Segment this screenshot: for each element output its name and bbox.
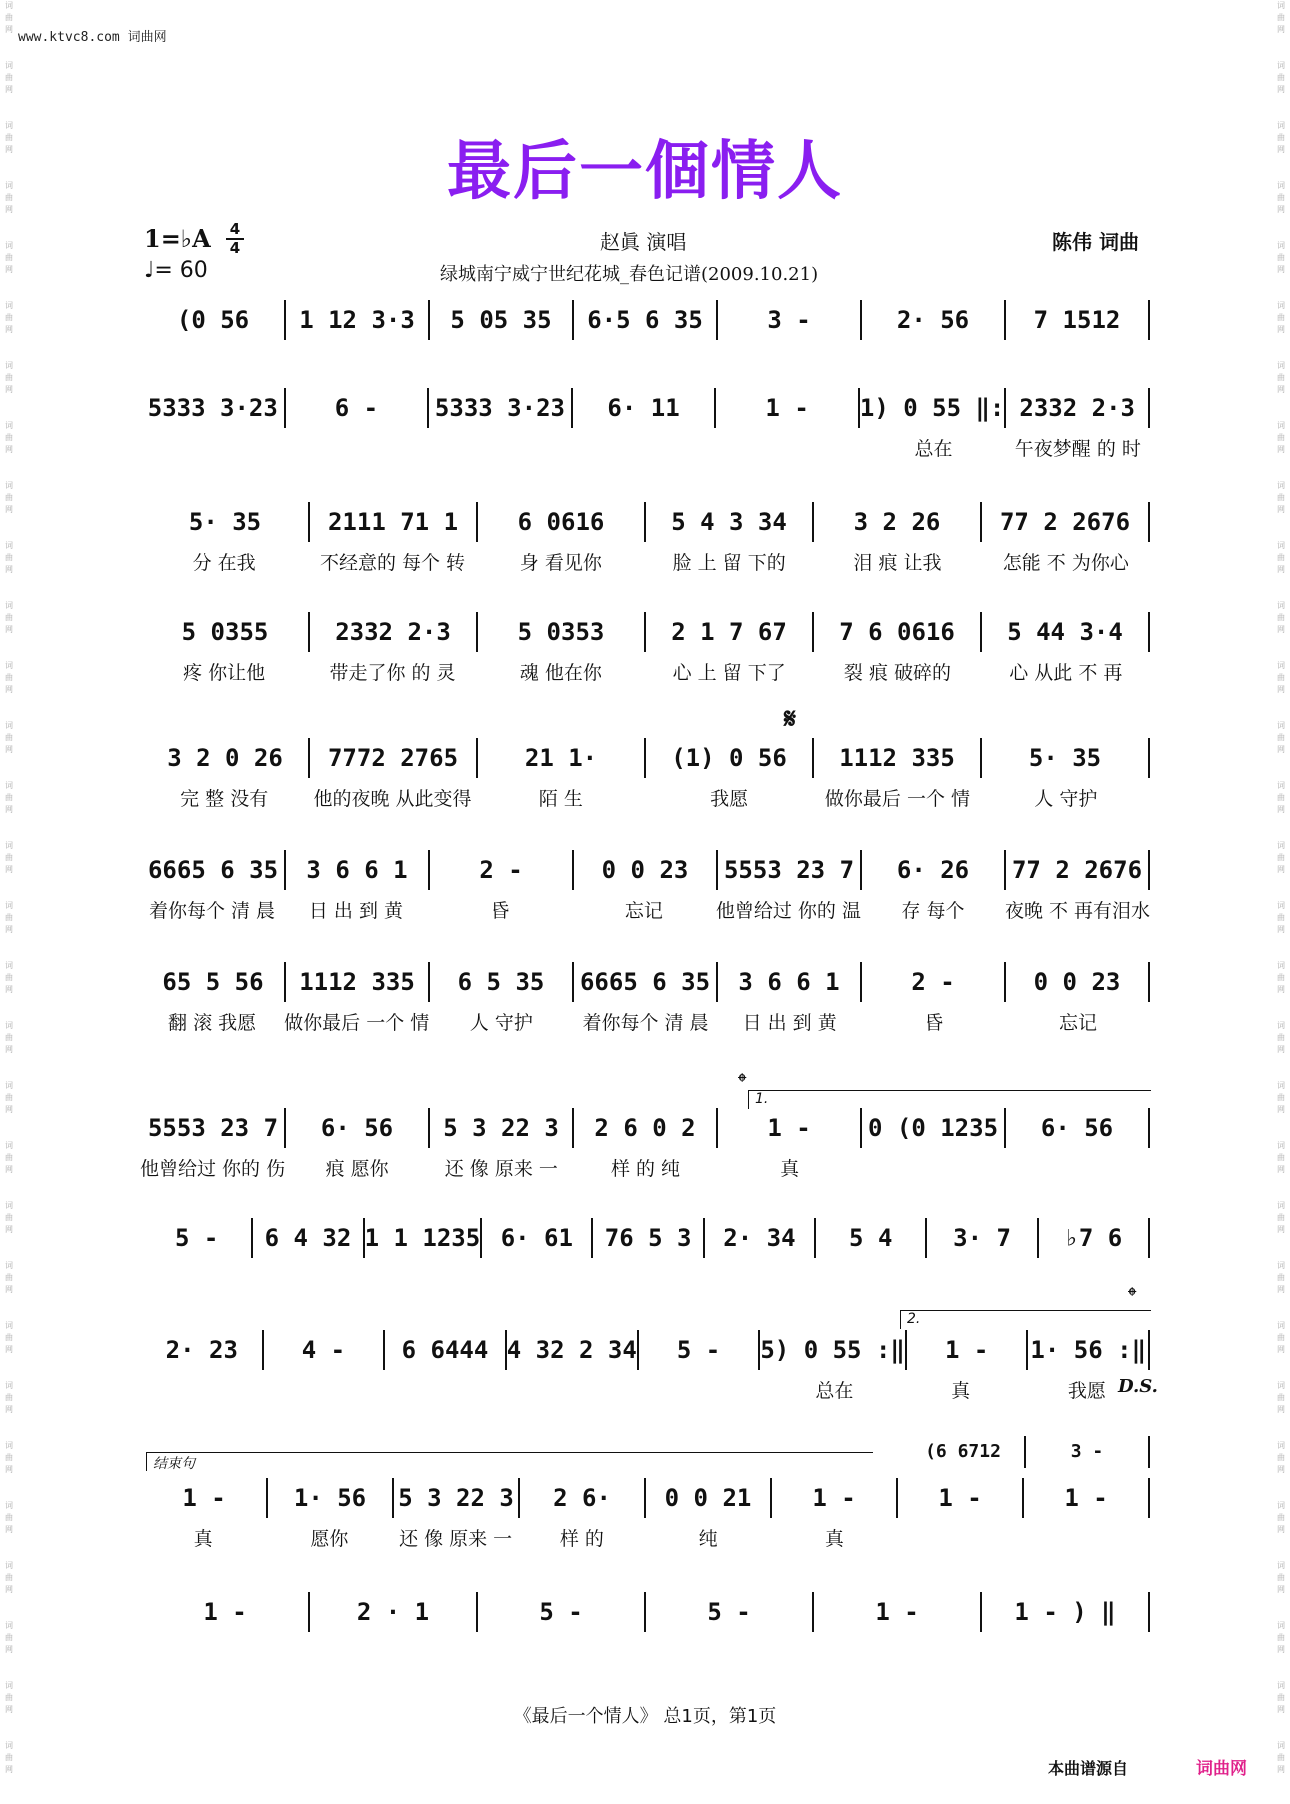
lyric	[862, 1154, 1006, 1182]
lyric: 午夜梦醒 的 时	[1014, 438, 1141, 460]
watermark-text: 词 曲 网	[1277, 1441, 1285, 1474]
lyric	[393, 1376, 519, 1404]
measure: 7 6 0616	[814, 612, 982, 652]
watermark-text: 词 曲 网	[5, 1261, 13, 1294]
watermark-text: 词 曲 网	[1277, 121, 1285, 154]
watermark-text: 词 曲 网	[5, 1441, 13, 1474]
watermark-text: 词 曲 网	[1277, 1201, 1285, 1234]
time-signature	[226, 222, 244, 256]
tempo-marking: ♩= 60	[144, 258, 208, 283]
measure: 2111 71 1	[310, 502, 478, 542]
lyric: 昏	[490, 900, 510, 922]
measure: 5 05 35	[430, 300, 574, 340]
lyric	[1006, 1154, 1150, 1182]
lyric: 不经意的 每个 转	[319, 552, 466, 574]
score-line	[140, 612, 1150, 686]
lyric: 怎能 不 为你心	[1002, 552, 1129, 574]
measure: 2· 34	[705, 1218, 816, 1258]
score-line	[140, 962, 1150, 1036]
lyric	[519, 1376, 645, 1404]
notes-row	[140, 1108, 1150, 1148]
lyric	[573, 434, 717, 462]
lyric: 我愿	[710, 788, 749, 810]
measure: 21 1·	[478, 738, 646, 778]
measure: 5 3 22 3	[394, 1478, 520, 1518]
notes-row	[140, 502, 1150, 542]
watermark-text: 词 曲 网	[1277, 1501, 1285, 1534]
watermark-text: 词 曲 网	[5, 1081, 13, 1114]
measure: 6 -	[286, 388, 430, 428]
watermark-text: 词 曲 网	[5, 481, 13, 514]
measure: 1) 0 55 ‖:	[860, 388, 1007, 428]
measure: 1 12 3·3	[286, 300, 430, 340]
lyric: 样 的	[559, 1528, 604, 1550]
watermark-text: 词 曲 网	[1277, 1381, 1285, 1414]
measure: 3 6 6 1	[286, 850, 430, 890]
notes-row	[900, 1436, 1150, 1468]
lyric: 脸 上 留 下的	[672, 552, 786, 574]
lyric: 人 守护	[1034, 788, 1098, 810]
watermark-text: 词 曲 网	[1277, 541, 1285, 574]
lyric: 我愿	[1067, 1380, 1106, 1402]
watermark-text: 词 曲 网	[5, 1021, 13, 1054]
lyric: 总在	[914, 438, 953, 460]
segno-mark: 𝄋	[784, 702, 797, 735]
measure: 3 6 6 1	[718, 962, 862, 1002]
lyric	[898, 1524, 1024, 1552]
score-line	[140, 850, 1150, 924]
score-line	[140, 1330, 1150, 1404]
lyrics-row	[140, 1154, 1150, 1182]
final-phrase-bracket	[146, 1452, 873, 1471]
measure: 0 (0 1235	[862, 1108, 1006, 1148]
measure: 6· 61	[482, 1218, 593, 1258]
watermark-text: 词 曲 网	[1277, 1321, 1285, 1354]
lyric	[717, 434, 861, 462]
lyric	[1024, 1524, 1150, 1552]
measure: 5 3 22 3	[430, 1108, 574, 1148]
lyrics-row	[140, 1524, 1150, 1552]
lyric: 人 守护	[469, 1012, 533, 1034]
measure: 1 -	[716, 388, 860, 428]
watermark-text: 词 曲 网	[1277, 1081, 1285, 1114]
lyric: 日 出 到 黄	[308, 900, 404, 922]
measure: 5 44 3·4	[982, 612, 1150, 652]
lyric	[429, 434, 573, 462]
measure: 76 5 3	[593, 1218, 704, 1258]
lyric	[266, 1376, 392, 1404]
lyric: 真	[824, 1528, 844, 1550]
measure: 3 2 26	[814, 502, 982, 542]
dal-segno: D.S.	[1118, 1376, 1158, 1397]
lyric: 真	[780, 1158, 800, 1180]
measure: 5 4 3 34	[646, 502, 814, 542]
lyric: 着你每个 清 晨	[582, 1012, 709, 1034]
watermark-text: 词 曲 网	[1277, 1261, 1285, 1294]
measure: 1· 56 :‖	[1028, 1330, 1150, 1370]
measure: 2· 56	[862, 300, 1006, 340]
alternate-melody-line	[900, 1436, 1150, 1468]
measure: 77 2 2676	[982, 502, 1150, 542]
watermark-text: 词 曲 网	[5, 1681, 13, 1714]
measure: 6 6444	[385, 1330, 507, 1370]
measure: 0 0 23	[574, 850, 718, 890]
watermark-text: 词 曲 网	[1277, 241, 1285, 274]
measure: 4 32 2 34	[507, 1330, 639, 1370]
watermark-text: 词 曲 网	[5, 61, 13, 94]
lyric: 还 像 原来 一	[444, 1158, 558, 1180]
watermark-text: 词 曲 网	[1277, 841, 1285, 874]
lyric: 心 上 留 下了	[672, 662, 786, 684]
measure: 3 2 0 26	[142, 738, 310, 778]
measure: 6·5 6 35	[574, 300, 718, 340]
credit-label: 本曲谱源自	[1048, 1759, 1129, 1778]
score-line	[140, 738, 1150, 812]
score-line	[140, 1478, 1150, 1552]
lyric: 样 的 纯	[610, 1158, 681, 1180]
measure: 5· 35	[142, 502, 310, 542]
lyric: 痕 愿你	[325, 1158, 389, 1180]
watermark-text: 词 曲 网	[5, 1621, 13, 1654]
measure: 0 0 21	[646, 1478, 772, 1518]
lyric: 真	[951, 1380, 971, 1402]
measure: 1 -	[898, 1478, 1024, 1518]
lyric: 疼 你让他	[183, 662, 266, 684]
lyrics-row	[140, 548, 1150, 576]
measure: 1 -	[718, 1108, 862, 1148]
score-line	[140, 502, 1150, 576]
measure: 1 -	[1024, 1478, 1150, 1518]
measure: 6665 6 35	[142, 850, 286, 890]
lyric: 愿你	[310, 1528, 349, 1550]
watermark-text: 词 曲 网	[1277, 961, 1285, 994]
lyric: 纯	[698, 1528, 718, 1550]
watermark-text: 词 曲 网	[5, 121, 13, 154]
notes-row	[140, 1330, 1150, 1370]
watermark-text: 词 曲 网	[5, 1, 13, 34]
measure: 2 6·	[520, 1478, 646, 1518]
measure: 2 -	[430, 850, 574, 890]
lyric	[284, 434, 428, 462]
watermark-text: 词 曲 网	[5, 961, 13, 994]
notes-row	[140, 612, 1150, 652]
notes-row	[140, 388, 1150, 428]
lyrics-row	[140, 896, 1150, 924]
lyric: 他的夜晚 从此变得	[313, 788, 472, 810]
watermark-text: 词 曲 网	[5, 901, 13, 934]
watermark-text: 词 曲 网	[5, 1201, 13, 1234]
watermark-text: 词 曲 网	[5, 601, 13, 634]
lyric: 日 出 到 黄	[742, 1012, 837, 1034]
watermark-text: 词 曲 网	[5, 541, 13, 574]
lyric: 真	[193, 1528, 213, 1550]
lyrics-row	[140, 434, 1150, 462]
lyrics-row	[140, 1376, 1150, 1404]
measure: 1112 335	[286, 962, 430, 1002]
second-ending-label: 2.	[907, 1311, 921, 1327]
notes-row	[140, 1218, 1150, 1258]
notes-row	[140, 1592, 1150, 1632]
lyric: 身 看见你	[519, 552, 602, 574]
measure: 4 -	[264, 1330, 386, 1370]
measure: 2· 23	[142, 1330, 264, 1370]
watermark-text: 词 曲 网	[1277, 1141, 1285, 1174]
lyric: 着你每个 清 晨	[148, 900, 276, 922]
coda-mark-1: 𝄌	[738, 1068, 747, 1096]
measure: 6· 26	[862, 850, 1006, 890]
notes-row	[140, 1478, 1150, 1518]
measure: 5 -	[646, 1592, 814, 1632]
song-title: 最后一個情人	[447, 135, 843, 209]
measure: 2 1 7 67	[646, 612, 814, 652]
measure: ♭7 6	[1039, 1218, 1150, 1258]
first-ending-label: 1.	[755, 1091, 769, 1107]
watermark-text: 词 曲 网	[5, 301, 13, 334]
lyric: 夜晚 不 再有泪水	[1004, 900, 1151, 922]
measure: 6 0616	[478, 502, 646, 542]
measure: 5553 23 7	[142, 1108, 286, 1148]
lyric: 分 在我	[192, 552, 256, 574]
lyric: 做你最后 一个 情	[824, 788, 971, 810]
score-line	[140, 1218, 1150, 1258]
measure: 5 -	[639, 1330, 761, 1370]
lyric: 完 整 没有	[180, 788, 269, 810]
notes-row	[140, 962, 1150, 1002]
measure: 5 -	[478, 1592, 646, 1632]
measure: (0 56	[142, 300, 286, 340]
measure: 7772 2765	[310, 738, 478, 778]
page-footer: 《最后一个情人》 总1页，第1页	[513, 1706, 777, 1727]
watermark-text: 词 曲 网	[5, 721, 13, 754]
watermark-text: 词 曲 网	[1277, 361, 1285, 394]
measure: 2332 2·3	[310, 612, 478, 652]
measure: 2 6 0 2	[574, 1108, 718, 1148]
measure: (6 6712	[902, 1436, 1026, 1468]
watermark-text: 词 曲 网	[5, 781, 13, 814]
first-ending-bracket	[748, 1090, 1151, 1109]
measure: 7 1512	[1006, 300, 1150, 340]
watermark-text: 词 曲 网	[5, 661, 13, 694]
measure: 5 -	[142, 1218, 253, 1258]
lyric: 忘记	[1058, 1012, 1097, 1034]
measure: 5 0355	[142, 612, 310, 652]
measure: 6· 11	[573, 388, 717, 428]
watermark-text: 词 曲 网	[5, 181, 13, 214]
watermark-text: 词 曲 网	[5, 1321, 13, 1354]
watermark-text: 词 曲 网	[1277, 661, 1285, 694]
composer: 陈伟 词曲	[1052, 230, 1139, 254]
lyric: 陌 生	[538, 788, 583, 810]
score-line	[140, 388, 1150, 462]
final-phrase-label: 结束句	[153, 1456, 195, 1472]
measure: 65 5 56	[142, 962, 286, 1002]
watermark-text: 词 曲 网	[1277, 901, 1285, 934]
singer: 赵眞 演唱	[600, 230, 687, 254]
measure: 0 0 23	[1006, 962, 1150, 1002]
measure: 6 4 32	[253, 1218, 364, 1258]
lyric: 魂 他在你	[519, 662, 602, 684]
watermark-text: 词 曲 网	[5, 841, 13, 874]
watermark-text: 词 曲 网	[5, 1141, 13, 1174]
watermark-text: 词 曲 网	[5, 1501, 13, 1534]
watermark-text: 词 曲 网	[1277, 601, 1285, 634]
measure: 3 -	[1026, 1436, 1150, 1468]
lyric	[140, 1376, 266, 1404]
lyric	[645, 1376, 771, 1404]
lyrics-row	[140, 784, 1150, 812]
measure: 5· 35	[982, 738, 1150, 778]
lyric: 总在	[815, 1380, 854, 1402]
measure: 5) 0 55 :‖	[760, 1330, 907, 1370]
lyric: 泪 痕 让我	[853, 552, 942, 574]
measure: 1112 335	[814, 738, 982, 778]
measure: 3· 7	[927, 1218, 1038, 1258]
second-ending-bracket	[900, 1310, 1151, 1329]
watermark-text: 词 曲 网	[5, 421, 13, 454]
coda-mark-2: 𝄌	[1128, 1282, 1137, 1310]
measure: 2 · 1	[310, 1592, 478, 1632]
watermark-text: 词 曲 网	[1277, 421, 1285, 454]
notes-row	[140, 850, 1150, 890]
measure: 5553 23 7	[718, 850, 862, 890]
watermark-text: 词 曲 网	[1277, 781, 1285, 814]
watermark-text: 词 曲 网	[5, 361, 13, 394]
lyric	[140, 434, 284, 462]
measure: 1 1 1235	[365, 1218, 483, 1258]
lyric: 他曾给过 你的 温	[715, 900, 861, 922]
score-line	[140, 1592, 1150, 1632]
left-watermark-strip	[2, 0, 16, 1804]
score-line	[140, 1108, 1150, 1182]
measure: 1 -	[814, 1592, 982, 1632]
measure: (1) 0 56	[646, 738, 814, 778]
lyric: 翻 滚 我愿	[168, 1012, 257, 1034]
measure: 6665 6 35	[574, 962, 718, 1002]
watermark-text: 词 曲 网	[1277, 481, 1285, 514]
watermark-text: 词 曲 网	[5, 241, 13, 274]
measure: 1 -	[142, 1478, 268, 1518]
lyric: 裂 痕 破碎的	[843, 662, 952, 684]
score-line	[140, 300, 1150, 340]
measure: 5333 3·23	[142, 388, 286, 428]
watermark-text: 词 曲 网	[1277, 61, 1285, 94]
watermark-text: 词 曲 网	[5, 1741, 13, 1774]
watermark-text: 词 曲 网	[1277, 1021, 1285, 1054]
measure: 1 -	[772, 1478, 898, 1518]
score-source: 绿城南宁威宁世纪花城_春色记谱(2009.10.21)	[440, 264, 819, 285]
meter-bottom: 4	[229, 239, 241, 257]
lyric: 他曾给过 你的 伤	[140, 1158, 286, 1180]
notes-row	[140, 738, 1150, 778]
measure: 1 -	[142, 1592, 310, 1632]
watermark-text: 词 曲 网	[1277, 721, 1285, 754]
brand-link[interactable]: 词曲网	[1196, 1759, 1247, 1779]
lyric: 心 从此 不 再	[1009, 662, 1123, 684]
measure: 6 5 35	[430, 962, 574, 1002]
measure: 1 - ) ‖	[982, 1592, 1150, 1632]
lyric: 还 像 原来 一	[399, 1528, 513, 1550]
right-watermark-strip	[1274, 0, 1288, 1804]
watermark-text: 词 曲 网	[1277, 181, 1285, 214]
measure: 77 2 2676	[1006, 850, 1150, 890]
watermark-text: 词 曲 网	[1277, 1561, 1285, 1594]
measure: 6· 56	[1006, 1108, 1150, 1148]
lyric: 忘记	[624, 900, 663, 922]
watermark-text: 词 曲 网	[1277, 1621, 1285, 1654]
lyric: 昏	[924, 1012, 944, 1034]
notes-row	[140, 300, 1150, 340]
lyrics-row	[140, 1008, 1150, 1036]
lyric: 做你最后 一个 情	[284, 1012, 430, 1034]
measure: 2332 2·3	[1006, 388, 1150, 428]
measure: 5 4	[816, 1218, 927, 1258]
meter-top: 4	[229, 220, 241, 238]
site-url[interactable]: www.ktvc8.com 词曲网	[18, 30, 167, 45]
lyric: 带走了你 的 灵	[329, 662, 456, 684]
lyrics-row	[140, 658, 1150, 686]
watermark-text: 词 曲 网	[1277, 301, 1285, 334]
measure: 2 -	[862, 962, 1006, 1002]
measure: 5 0353	[478, 612, 646, 652]
measure: 1 -	[907, 1330, 1029, 1370]
watermark-text: 词 曲 网	[5, 1381, 13, 1414]
measure: 5333 3·23	[429, 388, 573, 428]
watermark-text: 词 曲 网	[1277, 1681, 1285, 1714]
measure: 3 -	[718, 300, 862, 340]
watermark-text: 词 曲 网	[1277, 1, 1285, 34]
watermark-text: 词 曲 网	[5, 1561, 13, 1594]
lyric: 存 每个	[901, 900, 965, 922]
key-signature: 1=♭A	[144, 224, 211, 253]
measure: 6· 56	[286, 1108, 430, 1148]
watermark-text: 词 曲 网	[1277, 1741, 1285, 1774]
measure: 1· 56	[268, 1478, 394, 1518]
